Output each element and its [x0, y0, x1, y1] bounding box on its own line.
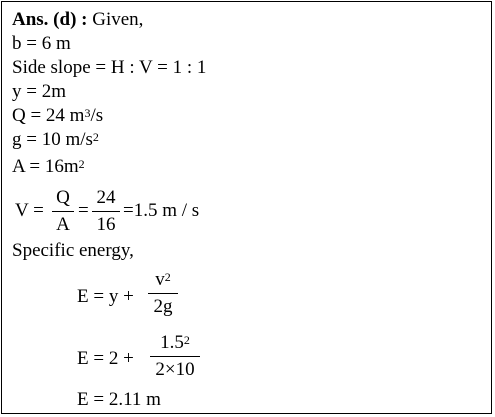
eq2-num-base: 1.5: [160, 332, 184, 353]
line-y: y = 2m: [12, 81, 66, 102]
specific-energy-label: Specific energy,: [12, 240, 134, 261]
line-g: [12, 129, 99, 151]
line-Q: [12, 105, 103, 127]
answer-label: Ans. (d): [12, 9, 77, 30]
line-A: [12, 156, 85, 178]
eq3-result: E = 2.11 m: [77, 389, 161, 410]
fraction-bar: [92, 211, 120, 212]
fraction-24-num: 24: [96, 187, 116, 208]
fraction-Q-num: Q: [56, 187, 70, 208]
fraction-bar: [148, 293, 178, 294]
g-prefix: g = 10 m/s: [12, 129, 93, 150]
fraction-bar: [52, 211, 74, 212]
fraction-bar: [150, 356, 200, 357]
velocity-result: =1.5 m / s: [123, 200, 200, 221]
eq2-num-sup: 2: [183, 333, 190, 347]
fraction-24-over-16: [92, 187, 120, 236]
fraction-A-den: A: [56, 214, 70, 235]
answer-header: [12, 9, 143, 31]
fraction-1.5sq-over-2x10: [150, 332, 200, 381]
eq1-den: 2g: [153, 296, 173, 317]
Q-prefix: Q = 24 m: [12, 105, 85, 126]
eq1-lhs: E = y +: [77, 286, 134, 307]
eq1-num: [148, 269, 178, 291]
A-prefix: A = 16m: [12, 156, 79, 177]
velocity-lhs: V =: [15, 200, 44, 221]
A-sup: 2: [78, 157, 85, 171]
eq1-num-base: v: [155, 269, 165, 290]
eq1-num-sup: 2: [164, 270, 171, 284]
eq2-den: 2×10: [155, 359, 195, 380]
answer-colon: :: [76, 9, 93, 30]
Q-suffix: /s: [90, 105, 104, 126]
answer-box: [1, 1, 492, 414]
eq2-num: [150, 332, 200, 354]
velocity-eq: =: [78, 200, 89, 221]
fraction-16-den: 16: [96, 214, 116, 235]
Q-sup: 3: [84, 106, 91, 120]
eq2-lhs: E = 2 +: [77, 348, 134, 369]
given-text: Given,: [92, 9, 144, 30]
fraction-v2-over-2g: [148, 269, 178, 318]
line-b: b = 6 m: [12, 33, 71, 54]
line-side-slope: Side slope = H : V = 1 : 1: [12, 57, 207, 78]
fraction-Q-over-A: [52, 187, 74, 236]
g-sup: 2: [92, 130, 99, 144]
